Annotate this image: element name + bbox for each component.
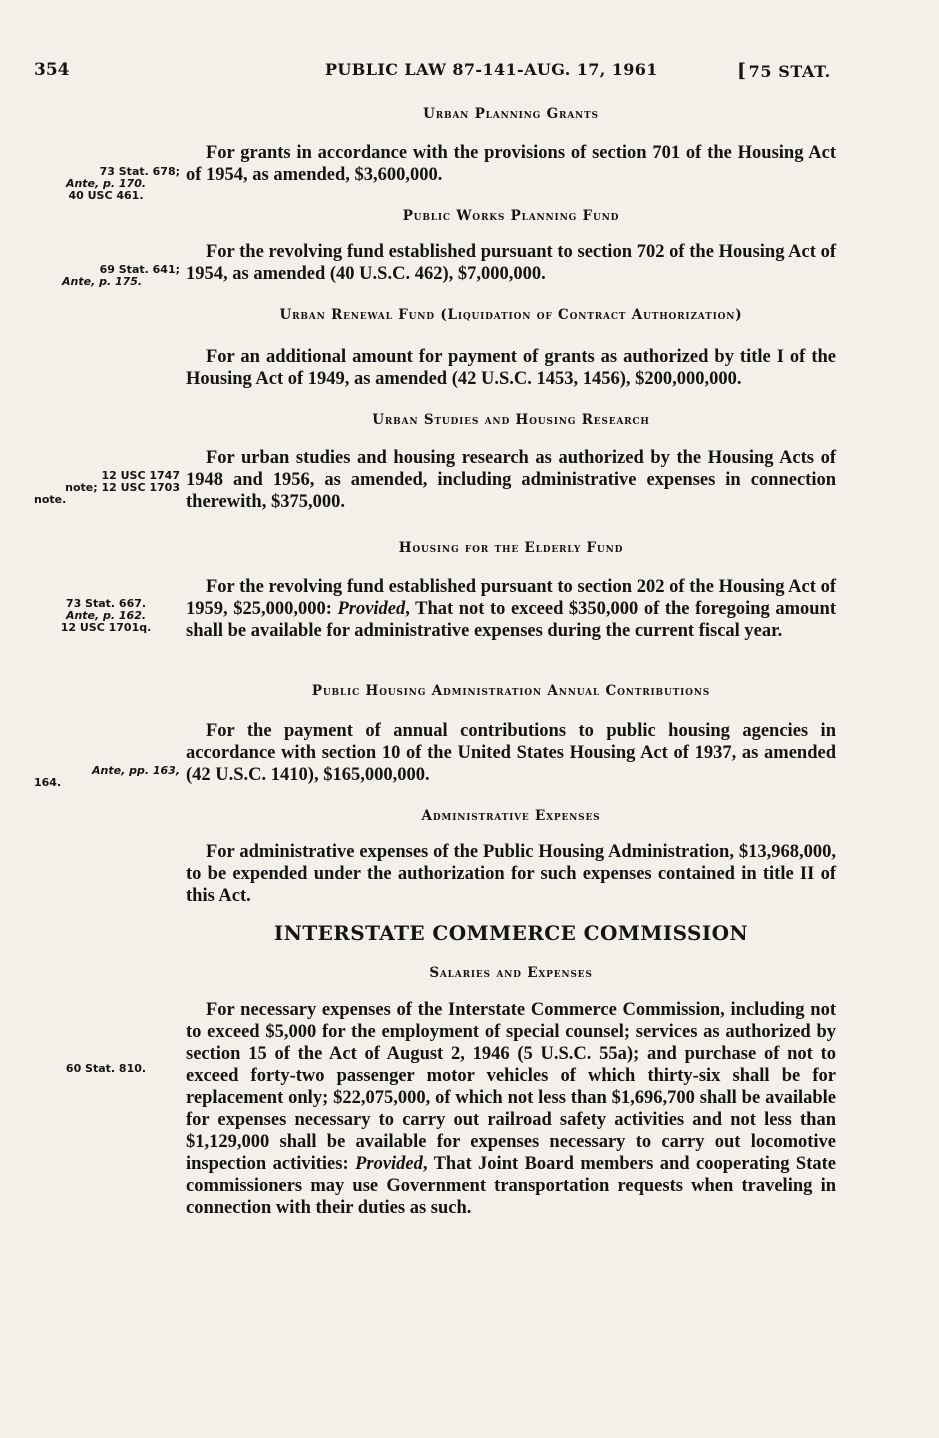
heading-urban-studies: Urban Studies and Housing Research — [372, 412, 650, 428]
para-urban-renewal-fund: For an additional amount for payment of grants as authorized by title I of the Housing Act of 1949, as amended (42 U.S.C. 1453, 1456), $200,000,000. — [186, 347, 836, 389]
provided-term: Provided — [337, 599, 406, 619]
note-line: note. — [34, 493, 67, 506]
margin-note-urban-studies — [32, 470, 180, 506]
para-administrative-expenses: For administrative expenses of the Public Housing Administration, $13,968,000, to be expended under the authorization for such expenses contained in title II of this Act. — [186, 842, 836, 906]
margin-note-pha — [32, 765, 180, 789]
heading-administrative-expenses: Administrative Expenses — [421, 808, 601, 824]
heading-interstate-commerce-commission: INTERSTATE COMMERCE COMMISSION — [273, 921, 749, 945]
note-line: 12 USC 1701q. — [60, 621, 152, 634]
provided-term: Provided — [355, 1154, 423, 1174]
stat-label: 75 STAT. — [748, 62, 831, 81]
heading-urban-renewal-fund: Urban Renewal Fund (Liquidation of Contract Authorization) — [279, 307, 743, 323]
note-line: Ante, pp. 163, — [92, 764, 180, 777]
note-line: 164. — [34, 776, 62, 789]
note-line: Ante, p. 175. — [62, 275, 143, 288]
note-line: 73 Stat. 678; — [99, 165, 180, 178]
para-icc-salaries: For necessary expenses of the Interstate Commerce Commission, including not to exceed $5,000 for the employment of special counsel; services as authorized by section 15 of the Act of August 2, 1946 (5 U.S.C. 55a); and purchase of not to exceed forty-two passenger motor vehicles of which thirty-six shall be for replacement only; $22,075,000, of which not less than $1,696,700 shall be available for expenses necessary to carry out railroad safety activities and not less than $1,129,000 shall be available for expenses necessary to carry out locomotive inspection activities: Provided, That Joint Board members and cooperating State commissioners may use Government transportation requests when traveling in connection with their duties as such. — [186, 1000, 836, 1218]
para-public-works-planning-fund: For the revolving fund established pursuant to section 702 of the Housing Act of 1954, as amended (40 U.S.C. 462), $7,000,000. — [186, 242, 836, 284]
heading-pha-contributions: Public Housing Administration Annual Contributions — [311, 683, 711, 699]
page-header — [0, 60, 939, 84]
heading-salaries-and-expenses: Salaries and Expenses — [429, 965, 593, 981]
note-line: Ante, p. 162. — [65, 609, 147, 622]
heading-elderly-fund: Housing for the Elderly Fund — [398, 540, 624, 556]
note-line: Ante, p. 170. — [65, 177, 147, 190]
margin-note-public-works — [32, 264, 180, 288]
para-elderly-fund: For the revolving fund established pursuant to section 202 of the Housing Act of 1959, $25,000,000: Provided, That not to exceed $350,000 of the foregoing amount shall be available for administrative expenses during the current fiscal year. — [186, 577, 836, 641]
margin-note-urban-planning — [32, 166, 180, 202]
running-title: PUBLIC LAW 87-141-AUG. 17, 1961 — [325, 60, 658, 79]
note-line: 69 Stat. 641; — [99, 263, 180, 276]
note-line: note; 12 USC 1703 — [65, 481, 180, 494]
para-urban-planning-grants: For grants in accordance with the provisions of section 701 of the Housing Act of 1954, as amended, $3,600,000. — [186, 143, 836, 185]
stat-bracket: [ — [737, 60, 747, 82]
note-line: 60 Stat. 810. — [65, 1062, 147, 1075]
note-line: 40 USC 461. — [68, 189, 144, 202]
note-line: 73 Stat. 667. — [65, 597, 147, 610]
heading-urban-planning-grants: Urban Planning Grants — [423, 106, 599, 122]
page-number: 354 — [34, 60, 70, 80]
margin-note-icc — [32, 1063, 180, 1075]
note-line: 12 USC 1747 — [101, 469, 180, 482]
heading-public-works-planning-fund: Public Works Planning Fund — [402, 208, 620, 224]
para-urban-studies: For urban studies and housing research as authorized by the Housing Acts of 1948 and 1956, as amended, including administrative expenses in connection therewith, $375,000. — [186, 448, 836, 512]
margin-note-elderly — [32, 598, 180, 634]
para-pha-contributions: For the payment of annual contributions to public housing agencies in accordance with section 10 of the United States Housing Act of 1937, as amended (42 U.S.C. 1410), $165,000,000. — [186, 721, 836, 785]
statute-reference — [737, 60, 831, 82]
